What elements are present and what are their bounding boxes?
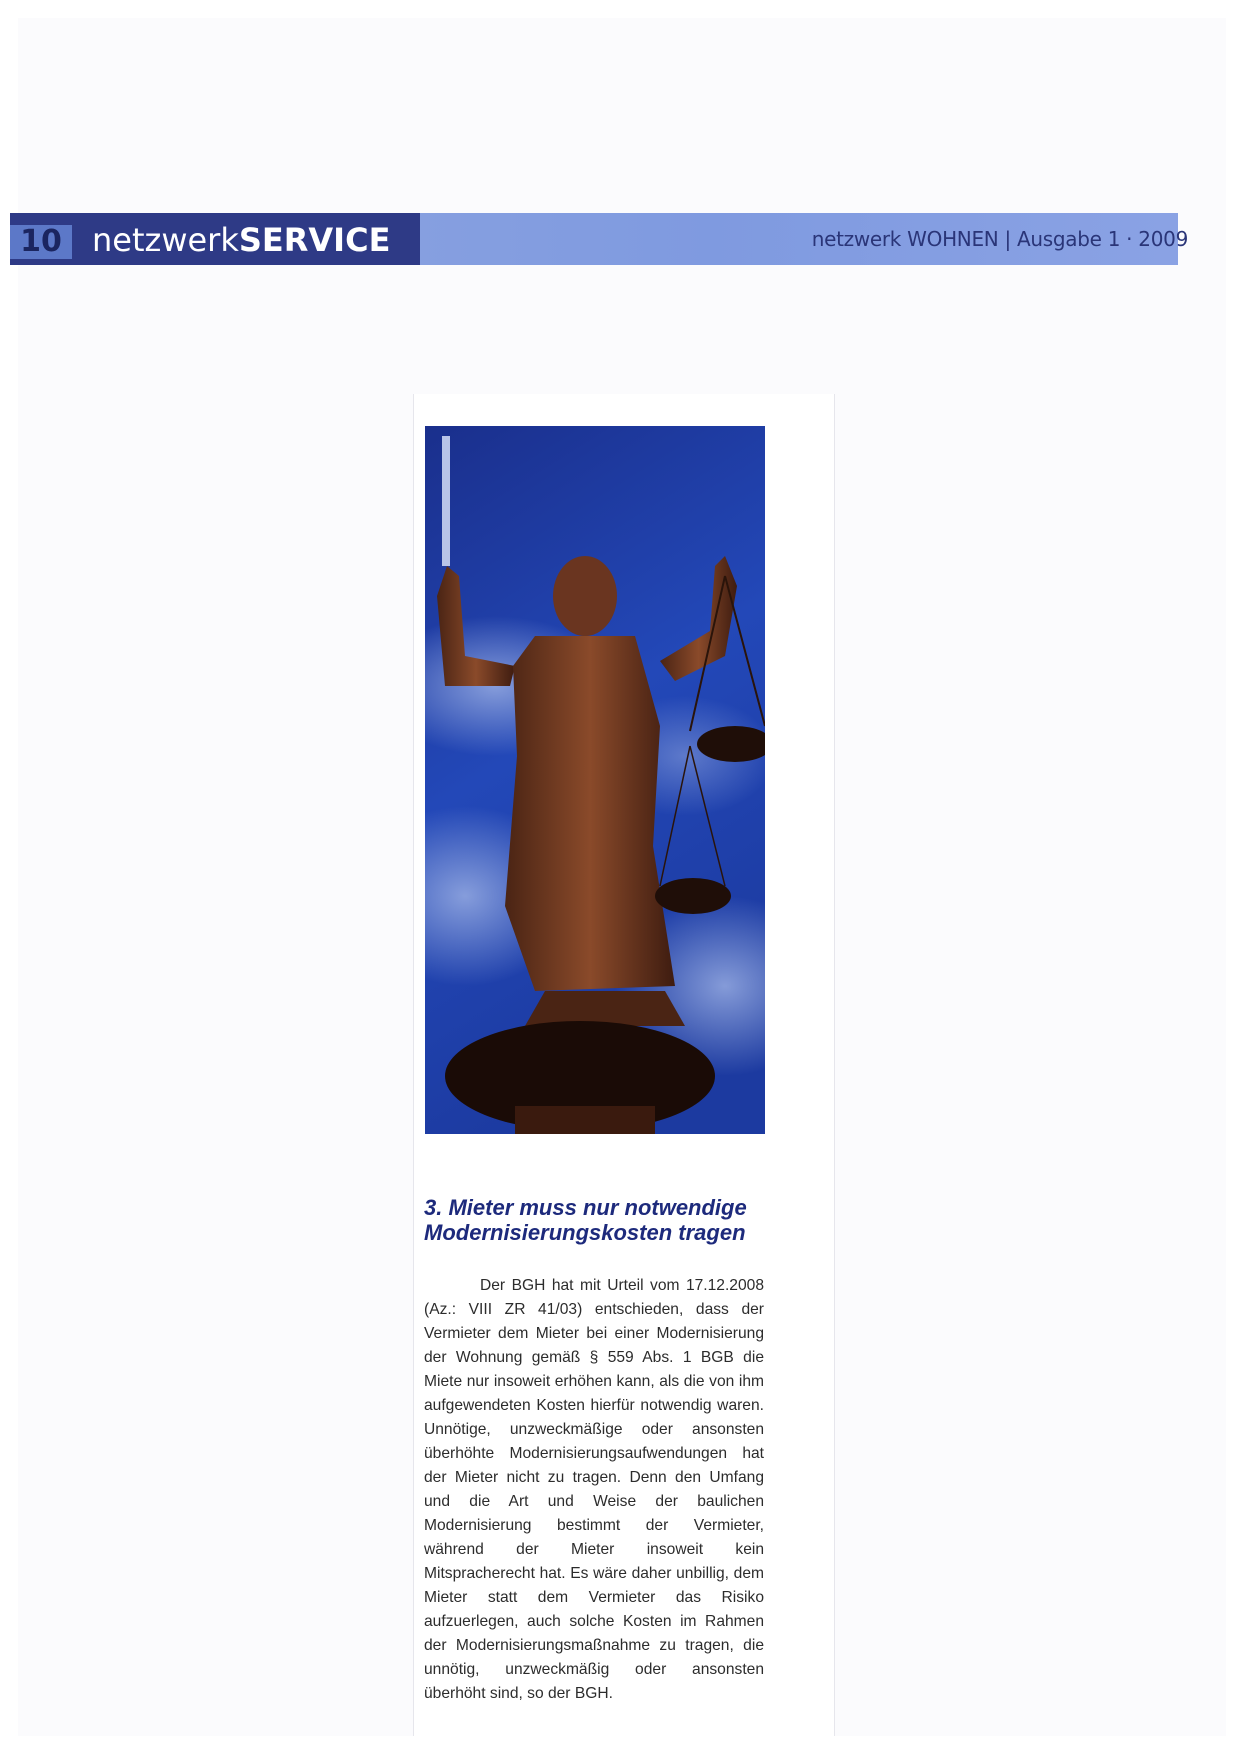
section-prefix: netzwerk	[92, 221, 239, 259]
section-name	[92, 220, 390, 260]
article-title: 3. Mieter muss nur notwendige Modernisierungskosten tragen	[424, 1195, 747, 1245]
article-body: Der BGH hat mit Urteil vom 17.12.2008 (Az.: VIII ZR 41/03) entschieden, dass der Vermieter dem Mieter bei einer Modernisierung der Wohnung gemäß § 559 Abs. 1 BGB die Miete nur insoweit erhöhen kann, als die von ihm aufgewendeten Kosten hierfür notwendig waren. Unnötige, unzweckmäßige oder ansonsten überhöhte Modernisierungsaufwendungen hat der Mieter nicht zu tragen. Denn den Umfang und die Art und Weise der baulichen Modernisierung bestimmt der Vermieter, während der Mieter insoweit kein Mitspracherecht hat. Es wäre daher unbillig, dem Mieter statt dem Vermieter das Risiko aufzuerlegen, auch solche Kosten im Rahmen der Modernisierungsmaßnahme zu tragen, die unnötig, unzweckmäßig oder ansonsten überhöht sind, so der BGH.	[424, 1277, 764, 1702]
justitia-statue-icon	[425, 426, 765, 1134]
section-suffix: SERVICE	[238, 221, 391, 259]
page-number: 10	[10, 225, 72, 259]
issue-line: netzwerk WOHNEN | Ausgabe 1 · 2009	[811, 227, 1188, 251]
